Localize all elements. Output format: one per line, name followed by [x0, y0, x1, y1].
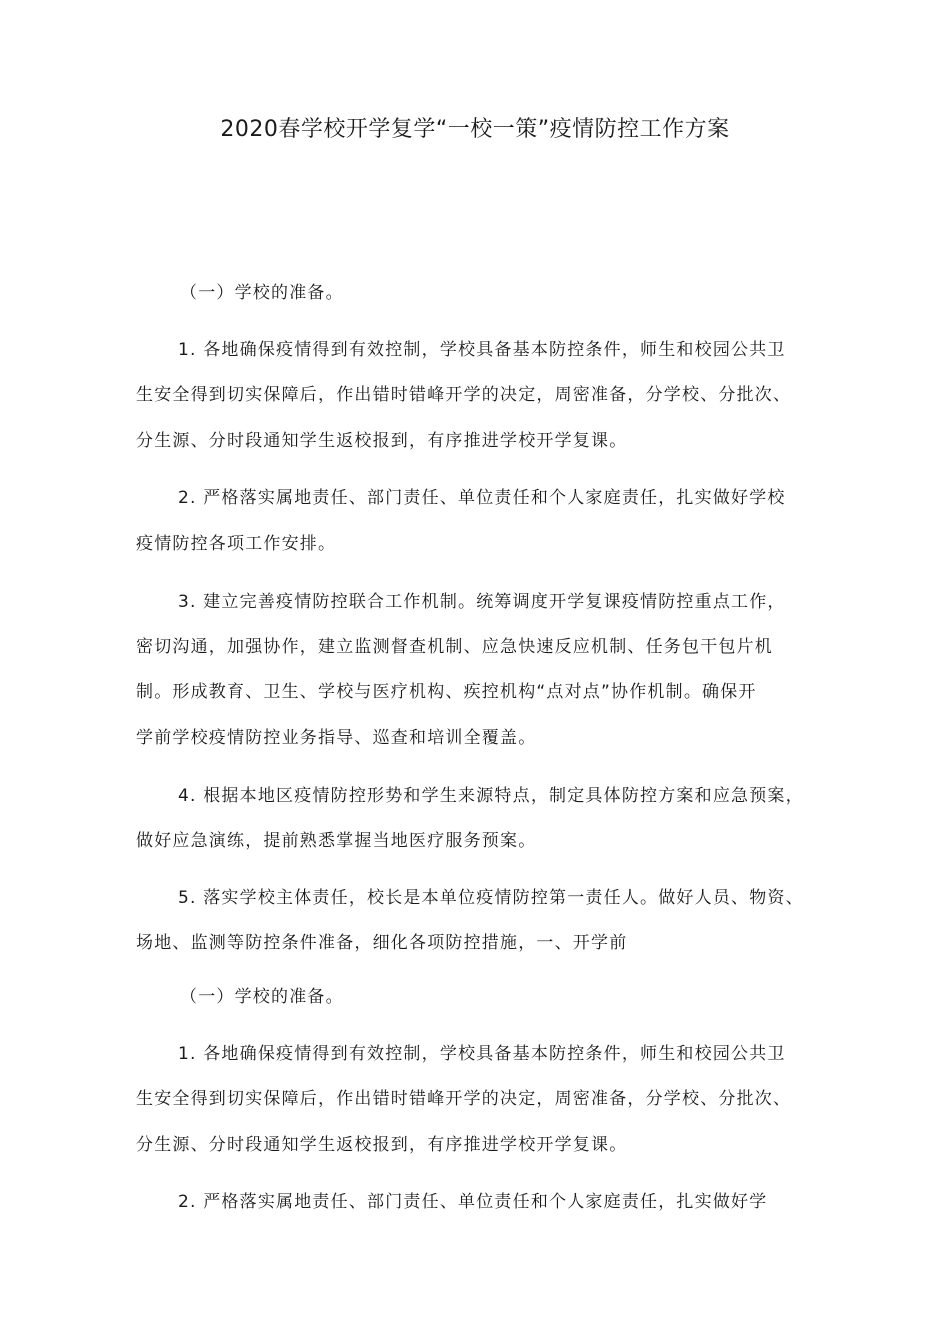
paragraph-line: 密切沟通，加强协作，建立监测督查机制、应急快速反应机制、任务包干包片机 [136, 637, 773, 657]
section-heading: （一）学校的准备。 [180, 987, 344, 1007]
section-heading: （一）学校的准备。 [180, 283, 344, 303]
paragraph-line: 3. 建立完善疫情防控联合工作机制。统筹调度开学复课疫情防控重点工作， [178, 592, 786, 612]
paragraph-line: 分生源、分时段通知学生返校报到，有序推进学校开学复课。 [136, 1135, 628, 1155]
document-title: 2020春学校开学复学“一校一策”疫情防控工作方案 [220, 117, 730, 142]
paragraph-line: 疫情防控各项工作安排。 [136, 534, 337, 554]
paragraph-line: 生安全得到切实保障后，作出错时错峰开学的决定，周密准备，分学校、分批次、 [136, 385, 792, 405]
paragraph-line: 1. 各地确保疫情得到有效控制，学校具备基本防控条件，师生和校园公共卫 [178, 1044, 786, 1064]
paragraph-line: 5. 落实学校主体责任，校长是本单位疫情防控第一责任人。做好人员、物资、 [178, 888, 804, 908]
paragraph-line: 4. 根据本地区疫情防控形势和学生来源特点，制定具体防控方案和应急预案， [178, 786, 804, 806]
paragraph-line: 分生源、分时段通知学生返校报到，有序推进学校开学复课。 [136, 431, 628, 451]
paragraph-line: 生安全得到切实保障后，作出错时错峰开学的决定，周密准备，分学校、分批次、 [136, 1089, 792, 1109]
paragraph-line: 场地、监测等防控条件准备，细化各项防控措施，一、开学前 [136, 933, 628, 953]
paragraph-line: 1. 各地确保疫情得到有效控制，学校具备基本防控条件，师生和校园公共卫 [178, 340, 786, 360]
paragraph-line: 制。形成教育、卫生、学校与医疗机构、疾控机构“点对点”协作机制。确保开 [136, 682, 757, 702]
paragraph-line: 2. 严格落实属地责任、部门责任、单位责任和个人家庭责任，扎实做好学校 [178, 488, 786, 508]
paragraph-line: 2. 严格落实属地责任、部门责任、单位责任和个人家庭责任，扎实做好学 [178, 1192, 768, 1212]
paragraph-line: 学前学校疫情防控业务指导、巡查和培训全覆盖。 [136, 728, 537, 748]
paragraph-line: 做好应急演练，提前熟悉掌握当地医疗服务预案。 [136, 831, 537, 851]
